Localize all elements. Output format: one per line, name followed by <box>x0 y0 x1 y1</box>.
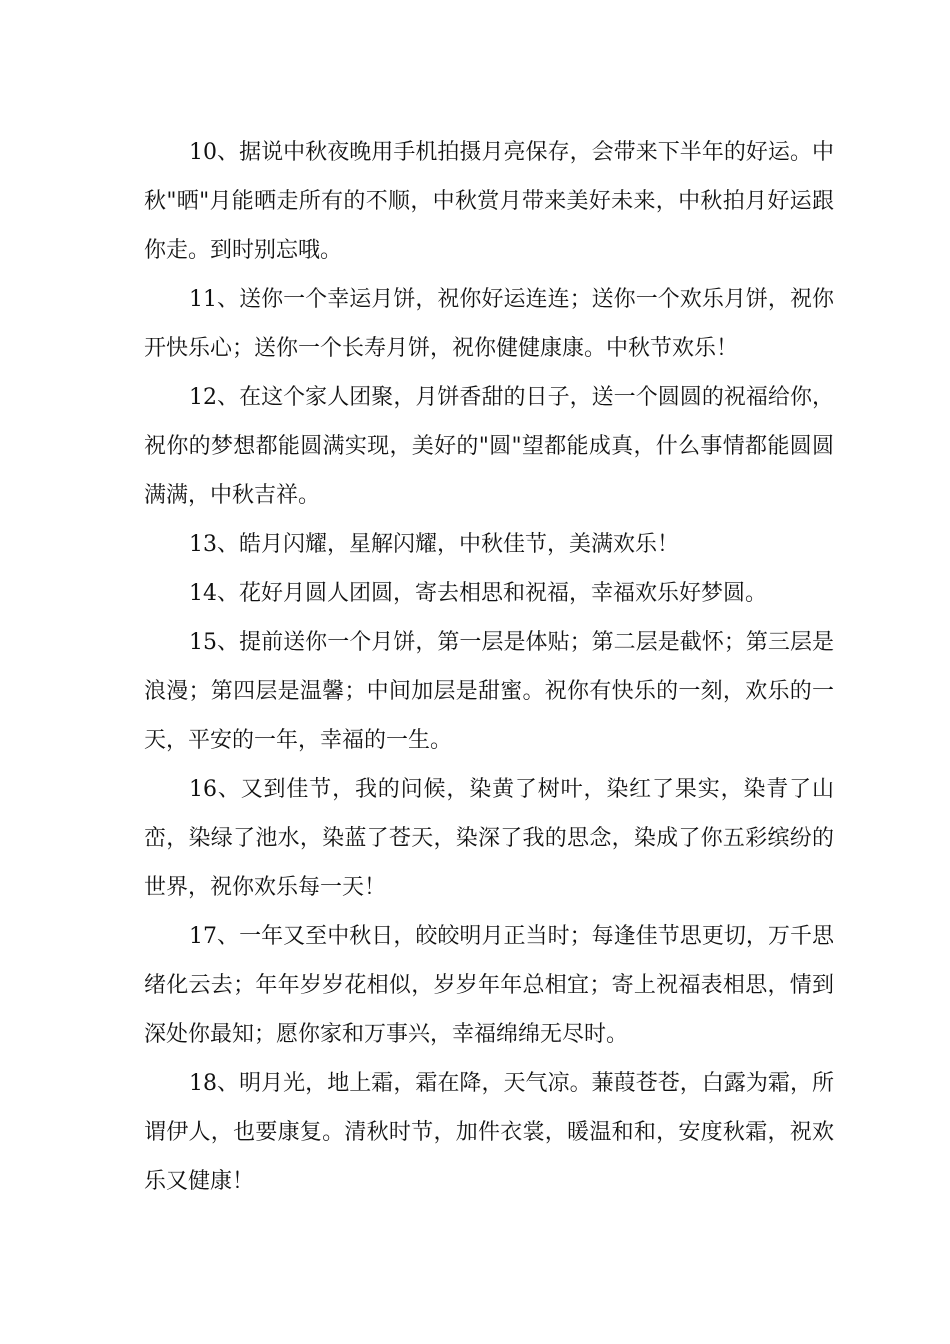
paragraph-13: 13、皓月闪耀，星解闪耀，中秋佳节，美满欢乐！ <box>189 532 679 557</box>
paragraph-12: 12、在这个家人团聚，月饼香甜的日子，送一个圆圆的祝福给你，祝你的梦想都能圆满实现，美好的"圆"望都能成真，什么事情都能圆圆满满，中秋吉祥。 <box>144 385 834 508</box>
document-body <box>144 128 834 1206</box>
paragraph-17: 17、一年又至中秋日，皎皎明月正当时；每逢佳节思更切，万千思绪化云去；年年岁岁花相似，岁岁年年总相宜；寄上祝福表相思，情到深处你最知；愿你家和万事兴，幸福绵绵无尽时。 <box>144 924 834 1047</box>
paragraph-10: 10、据说中秋夜晚用手机拍摄月亮保存，会带来下半年的好运。中秋"晒"月能晒走所有的不顺，中秋赏月带来美好未来，中秋拍月好运跟你走。到时别忘哦。 <box>144 140 834 263</box>
paragraph-18: 18、明月光，地上霜，霜在降，天气凉。蒹葭苍苍，白露为霜，所谓伊人，也要康复。清秋时节，加件衣裳，暖温和和，安度秋霜，祝欢乐又健康！ <box>144 1071 834 1194</box>
paragraph-16: 16、又到佳节，我的问候，染黄了树叶，染红了果实，染青了山峦，染绿了池水，染蓝了苍天，染深了我的思念，染成了你五彩缤纷的世界，祝你欢乐每一天！ <box>144 777 834 900</box>
paragraph-14: 14、花好月圆人团圆，寄去相思和祝福，幸福欢乐好梦圆。 <box>189 581 767 606</box>
paragraph-15: 15、提前送你一个月饼，第一层是体贴；第二层是截怀；第三层是浪漫；第四层是温馨；中间加层是甜蜜。祝你有快乐的一刻，欢乐的一天，平安的一年，幸福的一生。 <box>144 630 834 753</box>
paragraph-11: 11、送你一个幸运月饼，祝你好运连连；送你一个欢乐月饼，祝你开快乐心；送你一个长寿月饼，祝你健健康康。中秋节欢乐！ <box>144 287 834 361</box>
